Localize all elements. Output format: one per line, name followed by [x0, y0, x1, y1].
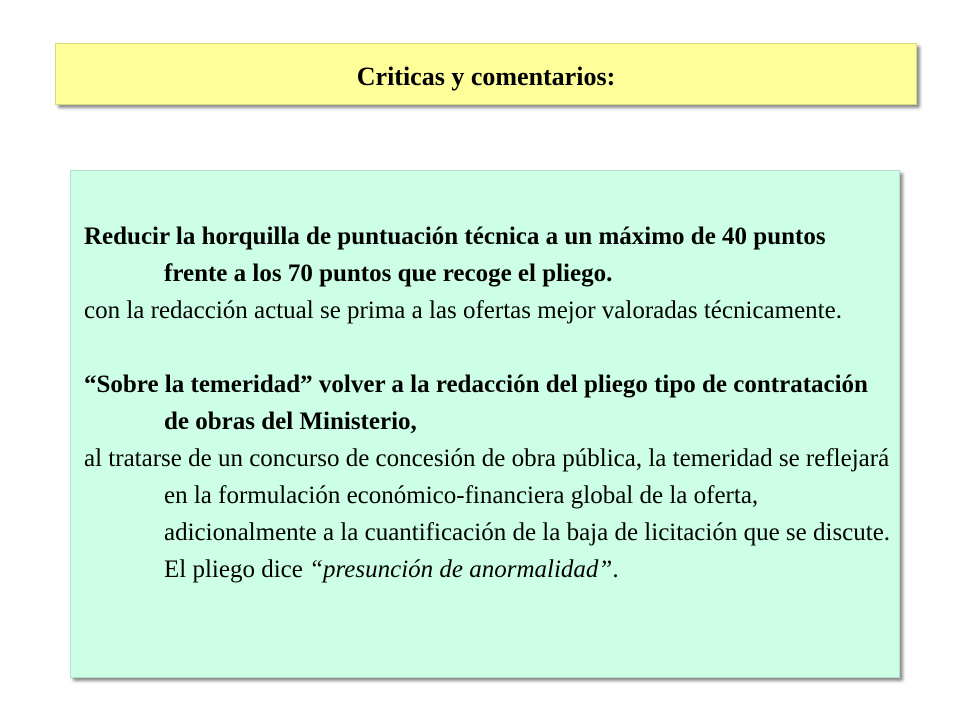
item2-body-quote: “presunción de anormalidad”: [309, 556, 613, 583]
item2-body-main: al tratarse de un concurso de concesión de obra pública, la temeridad se reflejará en la formulación económico-financiera global de la oferta, adicionalmente a la cuantificación de la baja de licitación que se discute. El pliego dice: [84, 445, 891, 583]
item1-heading: Reducir la horquilla de puntuación técnica a un máximo de 40 puntos frente a los 70 puntos que recoge el pliego.: [84, 223, 826, 287]
paragraph-spacer: [84, 329, 894, 366]
item2-body: [84, 440, 894, 588]
content-panel: [70, 170, 900, 678]
item2-heading: “Sobre la temeridad” volver a la redacción del pliego tipo de contratación de obras del Ministerio,: [84, 371, 868, 435]
title-banner: [55, 43, 917, 105]
content-body: [84, 218, 894, 588]
item1-body: con la redacción actual se prima a las ofertas mejor valoradas técnicamente.: [84, 297, 842, 324]
item2-body-end: .: [612, 556, 619, 583]
page-title: Criticas y comentarios:: [356, 62, 616, 91]
